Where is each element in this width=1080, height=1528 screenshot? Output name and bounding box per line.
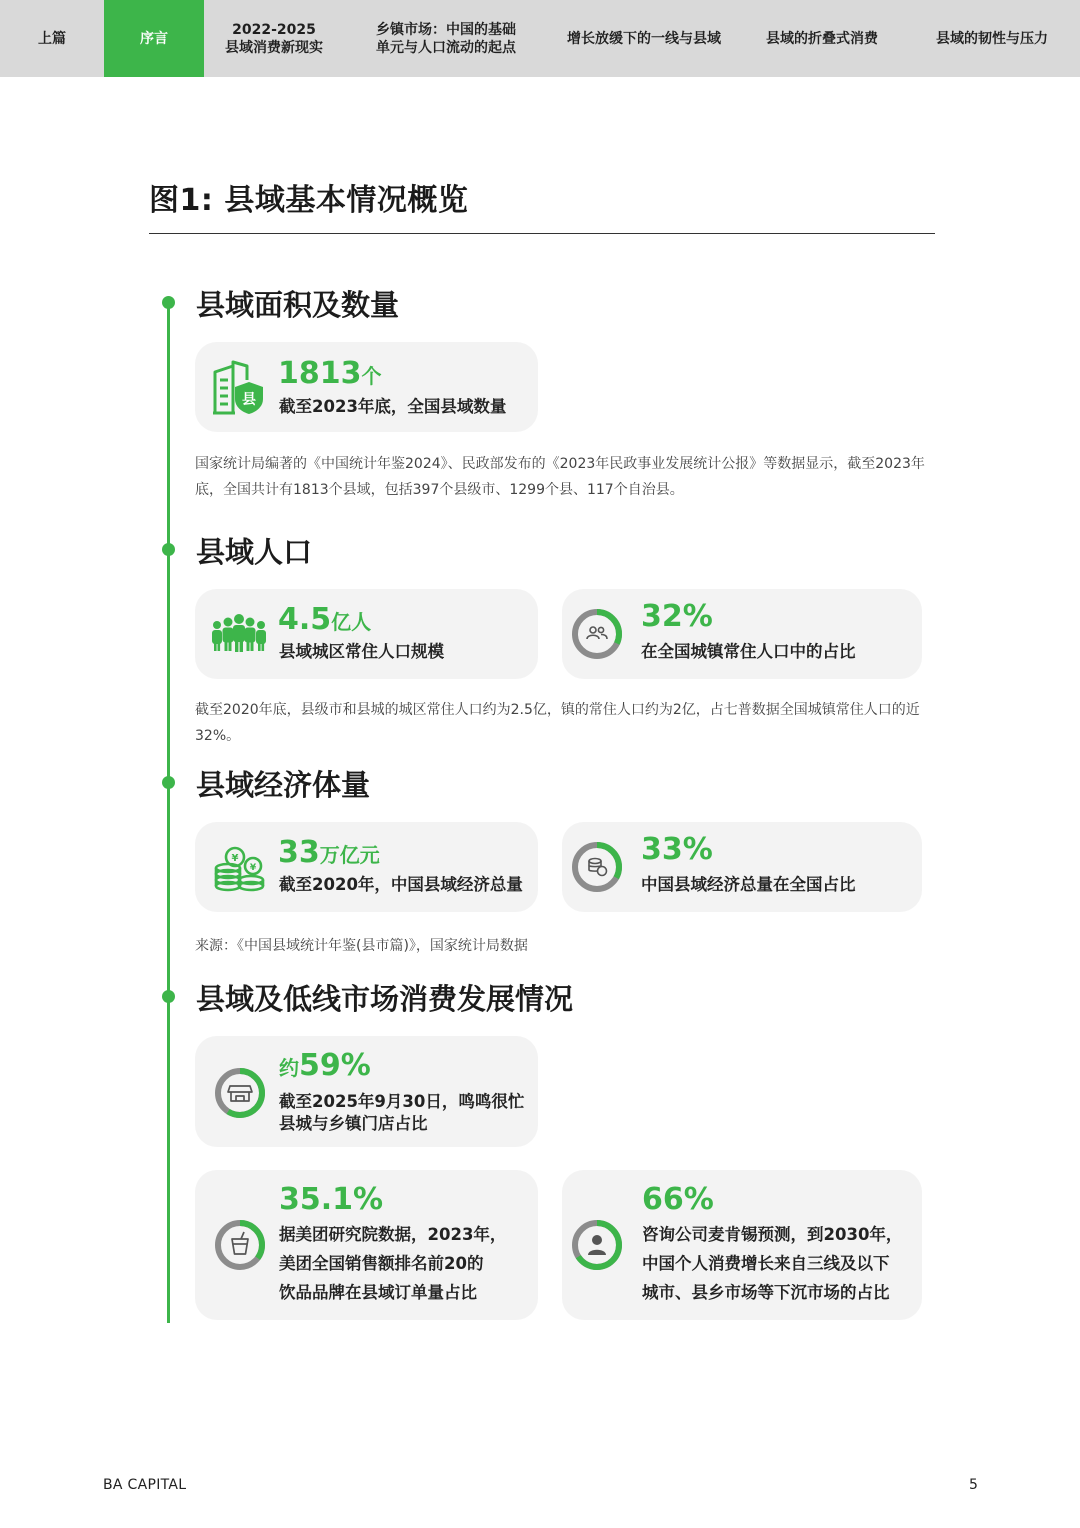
drink-ring-icon xyxy=(213,1218,267,1276)
nav-tab-resilience[interactable] xyxy=(904,0,1080,77)
stat-number: 1813 xyxy=(278,356,362,391)
stat-description xyxy=(279,1220,506,1307)
nav-tab-label: 序言 xyxy=(140,30,168,47)
top-nav xyxy=(0,0,1080,77)
timeline-dot xyxy=(162,990,175,1003)
desc-line: 咨询公司麦肯锡预测，到2030年， xyxy=(642,1225,903,1244)
stat-description: 在全国城镇常住人口中的占比 xyxy=(641,642,856,661)
nav-tab-label: 县域的折叠式消费 xyxy=(766,30,878,47)
stat-unit: 亿人 xyxy=(331,610,372,634)
nav-tab-label: 乡镇市场：中国的基础 xyxy=(376,21,516,38)
desc-line: 中国个人消费增长来自三线及以下 xyxy=(642,1254,890,1273)
coin-stack-icon xyxy=(213,846,267,896)
stat-description: 中国县域经济总量在全国占比 xyxy=(641,875,856,894)
timeline-line xyxy=(167,303,170,1323)
county-building-icon xyxy=(211,358,265,420)
desc-line: 城市、县乡市场等下沉市场的占比 xyxy=(642,1283,890,1302)
nav-tab-township-market[interactable] xyxy=(344,0,548,77)
timeline-dot xyxy=(162,543,175,556)
nav-tab-label: 2022-2025 xyxy=(232,21,316,38)
desc-line: 美团全国销售额排名前20的 xyxy=(279,1254,484,1273)
stat-card-drink-share xyxy=(195,1170,538,1320)
stat-value xyxy=(278,835,380,870)
people-group-icon xyxy=(209,613,269,659)
nav-tab-label-line2: 单元与人口流动的起点 xyxy=(376,39,516,56)
stat-description: 县域城区常住人口规模 xyxy=(279,642,444,661)
stat-value: 32% xyxy=(641,599,713,634)
stat-card-population-share xyxy=(562,589,922,679)
timeline-dot xyxy=(162,776,175,789)
stat-number: 33 xyxy=(278,835,320,870)
desc-line: 截至2025年9月30日，鸣鸣很忙 xyxy=(279,1092,525,1111)
stat-value xyxy=(279,1048,371,1083)
stat-card-sinking-market-share xyxy=(562,1170,922,1320)
nav-tab-folded-consumption[interactable] xyxy=(740,0,904,77)
section-title-economy: 县域经济体量 xyxy=(196,768,371,802)
stat-card-economy-share xyxy=(562,822,922,912)
page-number: 5 xyxy=(969,1477,978,1493)
nav-tab-preface[interactable] xyxy=(104,0,204,77)
stat-number: 59% xyxy=(299,1048,371,1083)
stat-card-store-share xyxy=(195,1036,538,1147)
stat-description: 截至2020年，中国县域经济总量 xyxy=(279,875,523,894)
section-title-population: 县域人口 xyxy=(196,535,313,569)
source-note: 来源：《中国县域统计年鉴(县市篇)》，国家统计局数据 xyxy=(195,938,528,954)
svg-text:县: 县 xyxy=(242,392,256,408)
nav-tab-new-reality[interactable] xyxy=(204,0,344,77)
timeline-dot xyxy=(162,296,175,309)
title-divider xyxy=(149,233,935,234)
nav-tab-growth-slowdown[interactable] xyxy=(548,0,740,77)
stat-description: 截至2023年底，全国县域数量 xyxy=(279,397,507,416)
nav-tab-part1[interactable] xyxy=(0,0,104,77)
desc-line: 县城与乡镇门店占比 xyxy=(279,1114,428,1133)
stat-number: 4.5 xyxy=(278,602,332,637)
svg-text:¥: ¥ xyxy=(231,853,239,864)
paragraph-population: 截至2020年底，县级市和县城的城区常住人口约为2.5亿，镇的常住人口约为2亿，占七普数据全国城镇常住人口的近32%。 xyxy=(195,702,920,744)
nav-tab-label: 增长放缓下的一线与县域 xyxy=(567,30,721,47)
person-ring-icon xyxy=(570,1218,624,1276)
footer-brand: BA CAPITAL xyxy=(103,1477,187,1493)
nav-tab-label: 上篇 xyxy=(38,30,66,47)
coin-ring-icon xyxy=(570,840,624,898)
stat-unit: 万亿元 xyxy=(319,843,380,867)
figure-title: 图1: 县域基本情况概览 xyxy=(149,183,469,218)
section-title-area: 县域面积及数量 xyxy=(196,288,400,322)
stat-value: 66% xyxy=(642,1182,714,1217)
people-ring-icon xyxy=(570,607,624,665)
stat-value: 35.1% xyxy=(279,1182,384,1217)
stat-value xyxy=(278,602,371,637)
store-ring-icon xyxy=(213,1066,267,1124)
nav-tab-label: 县域的韧性与压力 xyxy=(936,30,1048,47)
stat-unit: 个 xyxy=(361,364,382,388)
desc-line: 饮品品牌在县域订单量占比 xyxy=(279,1283,477,1302)
svg-text:¥: ¥ xyxy=(249,863,257,873)
nav-tab-label-line2: 县域消费新现实 xyxy=(225,39,323,56)
stat-card-economy xyxy=(195,822,538,912)
stat-description xyxy=(642,1220,902,1307)
stat-card-county-count xyxy=(195,342,538,432)
stat-value xyxy=(278,356,382,391)
section-title-consumption: 县域及低线市场消费发展情况 xyxy=(196,982,574,1016)
stat-prefix: 约 xyxy=(279,1056,299,1080)
stat-description xyxy=(279,1091,524,1135)
stat-value: 33% xyxy=(641,832,713,867)
stat-card-population xyxy=(195,589,538,679)
paragraph-area: 国家统计局编著的《中国统计年鉴2024》、民政部发布的《2023年民政事业发展统计公报》等数据显示，截至2023年底，全国共计有1813个县域，包括397个县级市、1299个县、117个自治县。 xyxy=(195,456,925,498)
desc-line: 据美团研究院数据，2023年， xyxy=(279,1225,507,1244)
